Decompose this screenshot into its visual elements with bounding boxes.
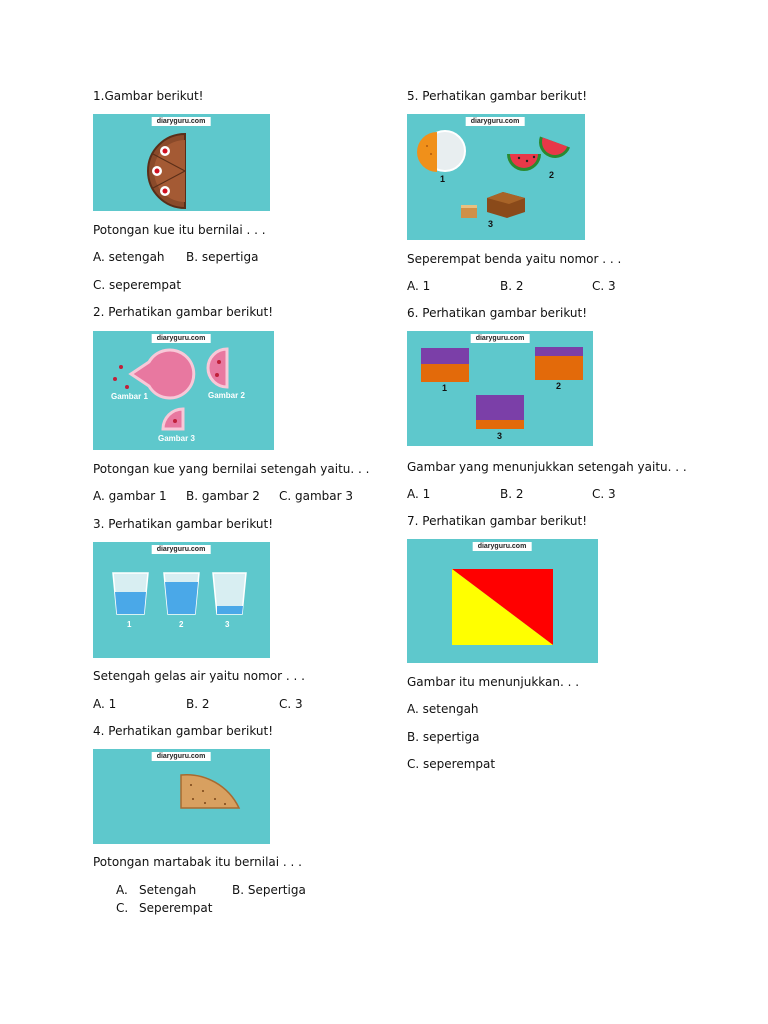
watermark: diaryguru.com bbox=[152, 752, 211, 761]
q6-label-3: 3 bbox=[497, 431, 503, 441]
q7-question: Gambar itu menunjukkan. . . bbox=[407, 675, 580, 689]
q4-image bbox=[93, 749, 270, 844]
q5-option-c[interactable]: C. 3 bbox=[592, 279, 616, 293]
watermark: diaryguru.com bbox=[152, 545, 211, 554]
q2-title: 2. Perhatikan gambar berikut! bbox=[93, 305, 274, 319]
q3-option-a[interactable]: A. 1 bbox=[93, 697, 117, 711]
q1-question: Potongan kue itu bernilai . . . bbox=[93, 223, 266, 237]
q4-marker-a: A. bbox=[116, 883, 128, 897]
q2-label-2: Gambar 2 bbox=[208, 391, 245, 400]
q6-option-b[interactable]: B. 2 bbox=[500, 487, 524, 501]
q7-option-a[interactable]: A. setengah bbox=[407, 702, 479, 716]
q1-option-a[interactable]: A. setengah bbox=[93, 250, 165, 264]
glasses-illustration bbox=[93, 542, 270, 658]
q7-title: 7. Perhatikan gambar berikut! bbox=[407, 514, 588, 528]
q7-option-c[interactable]: C. seperempat bbox=[407, 757, 496, 771]
q3-question: Setengah gelas air yaitu nomor . . . bbox=[93, 669, 305, 683]
q2-label-1: Gambar 1 bbox=[111, 392, 148, 401]
q3-image bbox=[93, 542, 270, 658]
q3-title: 3. Perhatikan gambar berikut! bbox=[93, 517, 274, 531]
q5-label-3: 3 bbox=[488, 219, 494, 229]
q2-question: Potongan kue yang bernilai setengah yaitu. . . bbox=[93, 462, 370, 476]
q1-option-c[interactable]: C. seperempat bbox=[93, 278, 182, 292]
triangle-halves-illustration bbox=[407, 539, 598, 663]
q2-label-3: Gambar 3 bbox=[158, 434, 195, 443]
q4-option-c[interactable]: Seperempat bbox=[139, 901, 213, 915]
q2-option-c[interactable]: C. gambar 3 bbox=[279, 489, 354, 503]
watermark: diaryguru.com bbox=[471, 334, 530, 343]
q3-option-c[interactable]: C. 3 bbox=[279, 697, 303, 711]
q6-question: Gambar yang menunjukkan setengah yaitu. . . bbox=[407, 460, 687, 474]
q4-title: 4. Perhatikan gambar berikut! bbox=[93, 724, 274, 738]
cake-slices-illustration bbox=[93, 331, 274, 450]
q4-marker-c: C. bbox=[116, 901, 129, 915]
q3-label-2: 2 bbox=[179, 620, 184, 629]
q1-option-b[interactable]: B. sepertiga bbox=[186, 250, 259, 264]
q4-option-a[interactable]: Setengah bbox=[139, 883, 197, 897]
q2-option-b[interactable]: B. gambar 2 bbox=[186, 489, 260, 503]
watermark: diaryguru.com bbox=[152, 117, 211, 126]
q1-title: 1.Gambar berikut! bbox=[93, 89, 204, 103]
q6-option-a[interactable]: A. 1 bbox=[407, 487, 431, 501]
q4-question: Potongan martabak itu bernilai . . . bbox=[93, 855, 302, 869]
watermark: diaryguru.com bbox=[152, 334, 211, 343]
q6-label-1: 1 bbox=[442, 383, 448, 393]
q6-title: 6. Perhatikan gambar berikut! bbox=[407, 306, 588, 320]
q5-image bbox=[407, 114, 585, 240]
q5-option-b[interactable]: B. 2 bbox=[500, 279, 524, 293]
rectangle-fractions-illustration bbox=[407, 331, 593, 446]
q3-label-1: 1 bbox=[127, 620, 132, 629]
watermark: diaryguru.com bbox=[466, 117, 525, 126]
q1-image bbox=[93, 114, 270, 211]
q6-image bbox=[407, 331, 593, 446]
martabak-quarter-illustration bbox=[93, 749, 270, 844]
q7-option-b[interactable]: B. sepertiga bbox=[407, 730, 480, 744]
q5-option-a[interactable]: A. 1 bbox=[407, 279, 431, 293]
q4-option-b[interactable]: B. Sepertiga bbox=[232, 883, 306, 897]
q6-label-2: 2 bbox=[556, 381, 562, 391]
q5-label-2: 2 bbox=[549, 170, 555, 180]
watermark: diaryguru.com bbox=[473, 542, 532, 551]
q5-label-1: 1 bbox=[440, 174, 446, 184]
q2-option-a[interactable]: A. gambar 1 bbox=[93, 489, 167, 503]
q2-image bbox=[93, 331, 274, 450]
food-fractions-illustration bbox=[407, 114, 585, 240]
q3-label-3: 3 bbox=[225, 620, 230, 629]
cake-half-illustration bbox=[93, 114, 270, 211]
q5-title: 5. Perhatikan gambar berikut! bbox=[407, 89, 588, 103]
q7-image bbox=[407, 539, 598, 663]
q5-question: Seperempat benda yaitu nomor . . . bbox=[407, 252, 622, 266]
q3-option-b[interactable]: B. 2 bbox=[186, 697, 210, 711]
q6-option-c[interactable]: C. 3 bbox=[592, 487, 616, 501]
